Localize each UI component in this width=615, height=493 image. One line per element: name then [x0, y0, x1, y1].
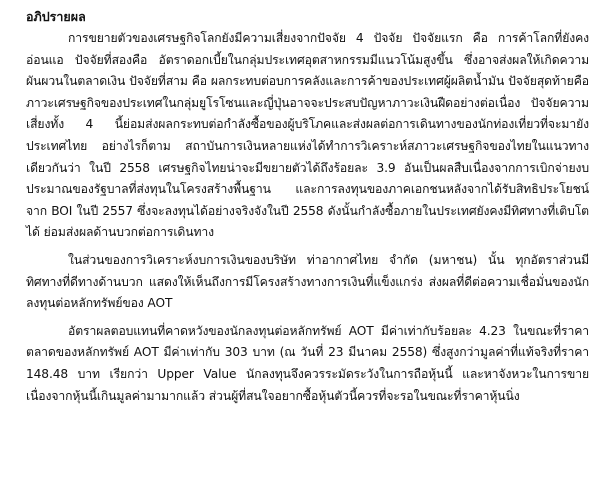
paragraph-expected-return: อัตราผลตอบแทนที่คาดหวังของนักลงทุนต่อหลักทรัพย์ AOT มีค่าเท่ากับร้อยละ 4.23 ในขณะที่ราคาตลาดของหลักทรัพย์ AOT มีค่าเท่ากับ 303 บาท (ณ วันที่ 23 มีนาคม 2558) ซึ่งสูงกว่ามูลค่าที่แท้จริงที่ราคา 148.48 บาท เรียกว่า Upper Value นักลงทุนจึงควรระมัดระวังในการถือหุ้นนี้ และหาจังหวะในการขาย เนื่องจากหุ้นนี้เกินมูลค่ามามากแล้ว ส่วนผู้ที่สนใจอยากซื้อหุ้นตัวนี้ควรที่จะรอในขณะที่ราคาหุ้นนิ่ง [26, 323, 589, 403]
section-heading: อภิปรายผล [26, 9, 86, 24]
paragraph-economic-risks: การขยายตัวของเศรษฐกิจโลกยังมีความเสี่ยงจากปัจจัย 4 ปัจจัย ปัจจัยแรก คือ การค้าโลกที่ยังคงอ่อนแอ ปัจจัยที่สองคือ อัตราดอกเบี้ยในกลุ่มประเทศอุตสาหกรรมมีแนวโน้มสูงขึ้น ซึ่งอาจส่งผลให้เกิดความผันผวนในตลาดเงิน ปัจจัยที่สาม คือ ผลกระทบต่อบการคลังและการค้าของประเทศผู้ผลิตน้ำมัน ปัจจัยสุดท้ายคือ ภาวะเศรษฐกิจของประเทศในกลุ่มยูโรโซนและญี่ปุ่นอาจจะประสบปัญหาภาวะเงินฝืดอย่างต่อเนื่อง ปัจจัยความเสี่ยงทั้ง 4 นี้ย่อมส่งผลกระทบต่อกำลังซื้อของผู้บริโภคและส่งผลต่อการเดินทางของนักท่องเที่ยวที่จะมายังประเทศไทย อย่างไรก็ตาม สถาบันการเงินหลายแห่งได้ทำการวิเคราะห์สภาวะเศรษฐกิจของไทยในแนวทางเดียวกันว่า ในปี 2558 เศรษฐกิจไทยน่าจะมีขยายตัวได้ถึงร้อยละ 3.9 อันเป็นผลสืบเนื่องจากการเบิกจ่ายงบประมาณของรัฐบาลที่ส่งทุนในโครงสร้างพื้นฐาน และการลงทุนของภาคเอกชนหลังจากได้รับสิทธิประโยชน์จาก BOI ในปี 2557 ซึ่งจะลงทุนได้อย่างจริงจังในปี 2558 ดังนั้นกำลังซื้อภายในประเทศยังคงมีทิศทางที่เติบโตได้ ย่อมส่งผลด้านบวกต่อการเดินทาง [26, 31, 589, 240]
paragraph-financial-analysis: ในส่วนของการวิเคราะห์งบการเงินของบริษัท ท่าอากาศไทย จำกัด (มหาชน) นั้น ทุกอัตราส่วนมีทิศทางที่ดีทางด้านบวก แสดงให้เห็นถึงการมีโครงสร้างทางการเงินที่แข็งแกร่ง ส่งผลที่ดีต่อความเชื่อมั่นของนักลงทุนต่อหลักทรัพย์ของ AOT [26, 252, 589, 311]
